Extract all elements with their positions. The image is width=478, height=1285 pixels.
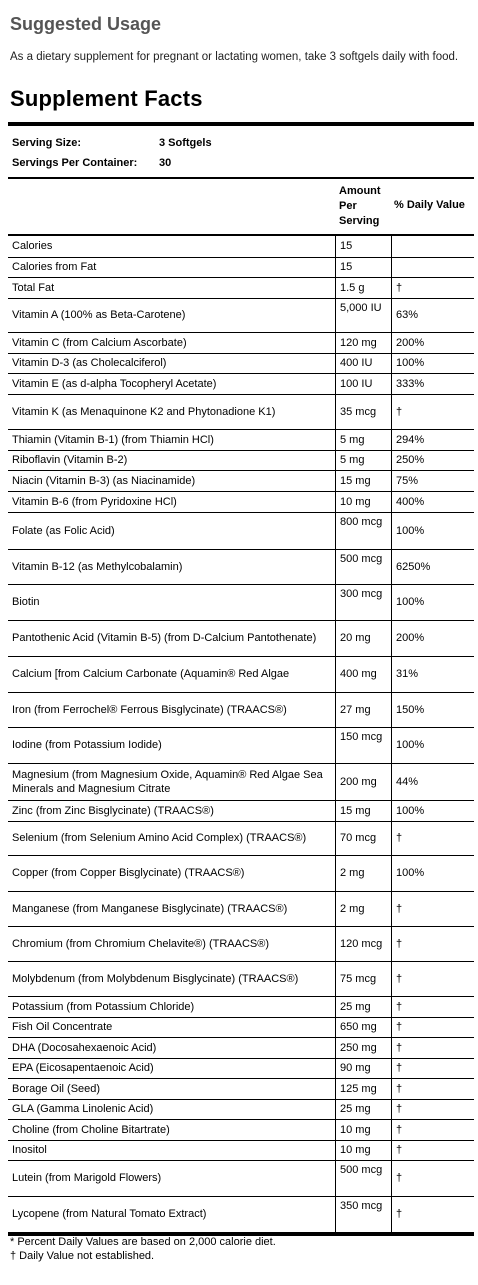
table-row — [8, 394, 474, 429]
footnote-dv-not-established: † Daily Value not established. — [10, 1250, 155, 1262]
nutrient-amount: 10 mg — [336, 1119, 392, 1140]
nutrient-amount: 150 mcg — [336, 727, 392, 763]
nutrient-daily-value: 100% — [392, 584, 475, 620]
table-row — [8, 656, 474, 692]
nutrient-daily-value: † — [392, 1017, 475, 1037]
nutrient-amount: 5 mg — [336, 450, 392, 470]
nutrient-amount: 15 mg — [336, 470, 392, 491]
nutrient-name: Vitamin B-6 (from Pyridoxine HCl) — [8, 491, 336, 512]
nutrient-name: Iodine (from Potassium Iodide) — [8, 727, 336, 763]
nutrient-amount: 800 mcg — [336, 512, 392, 549]
table-row — [8, 491, 474, 512]
footnote-percent-dv: * Percent Daily Values are based on 2,000 calorie diet. — [10, 1236, 276, 1248]
footnotes — [10, 1235, 276, 1263]
nutrient-daily-value: † — [392, 394, 475, 429]
nutrient-amount: 25 mg — [336, 996, 392, 1017]
table-row — [8, 727, 474, 763]
nutrient-name: Magnesium (from Magnesium Oxide, Aquamin® Red Algae Sea Minerals and Magnesium Citrate — [8, 763, 336, 800]
table-row — [8, 332, 474, 353]
supplement-facts-panel — [8, 122, 474, 1236]
nutrient-name: Vitamin C (from Calcium Ascorbate) — [8, 332, 336, 353]
table-row — [8, 353, 474, 373]
nutrient-name: Manganese (from Manganese Bisglycinate) (TRAACS®) — [8, 891, 336, 926]
nutrient-amount: 120 mcg — [336, 926, 392, 961]
table-row — [8, 800, 474, 821]
nutrient-amount: 5,000 IU — [336, 298, 392, 332]
nutrient-amount: 25 mg — [336, 1099, 392, 1119]
table-header — [8, 179, 474, 236]
table-row — [8, 429, 474, 450]
table-row — [8, 620, 474, 656]
nutrient-amount: 500 mcg — [336, 549, 392, 584]
nutrient-name: Vitamin D-3 (as Cholecalciferol) — [8, 353, 336, 373]
nutrient-daily-value: † — [392, 1099, 475, 1119]
nutrient-amount: 125 mg — [336, 1078, 392, 1099]
nutrient-daily-value: 333% — [392, 373, 475, 394]
table-row — [8, 236, 474, 257]
nutrient-amount: 35 mcg — [336, 394, 392, 429]
nutrient-daily-value: † — [392, 1078, 475, 1099]
table-row — [8, 692, 474, 727]
nutrient-name: Calcium [from Calcium Carbonate (Aquamin® Red Algae — [8, 656, 336, 692]
daily-value-header: % Daily Value — [394, 199, 465, 211]
nutrient-name: EPA (Eicosapentaenoic Acid) — [8, 1058, 336, 1078]
nutrient-daily-value: 100% — [392, 727, 475, 763]
nutrient-amount: 400 mg — [336, 656, 392, 692]
nutrient-name: Borage Oil (Seed) — [8, 1078, 336, 1099]
nutrient-amount: 27 mg — [336, 692, 392, 727]
table-row — [8, 926, 474, 961]
nutrient-name: Vitamin B-12 (as Methylcobalamin) — [8, 549, 336, 584]
nutrient-amount: 20 mg — [336, 620, 392, 656]
nutrient-name: Inositol — [8, 1140, 336, 1160]
nutrient-amount: 500 mcg — [336, 1160, 392, 1196]
nutrient-daily-value: † — [392, 891, 475, 926]
nutrient-amount: 10 mg — [336, 491, 392, 512]
nutrient-name: Biotin — [8, 584, 336, 620]
servings-per-container-value: 30 — [159, 157, 172, 169]
table-row — [8, 277, 474, 298]
nutrient-amount: 15 mg — [336, 800, 392, 821]
nutrient-daily-value: 294% — [392, 429, 475, 450]
table-row — [8, 298, 474, 332]
nutrient-amount: 70 mcg — [336, 821, 392, 855]
table-row — [8, 821, 474, 855]
nutrient-name: Iron (from Ferrochel® Ferrous Bisglycinate) (TRAACS®) — [8, 692, 336, 727]
nutrient-name: Vitamin K (as Menaquinone K2 and Phytonadione K1) — [8, 394, 336, 429]
table-row — [8, 961, 474, 996]
nutrient-amount: 400 IU — [336, 353, 392, 373]
nutrient-name: Molybdenum (from Molybdenum Bisglycinate) (TRAACS®) — [8, 961, 336, 996]
nutrient-name: Vitamin E (as d-alpha Tocopheryl Acetate) — [8, 373, 336, 394]
nutrient-daily-value: 75% — [392, 470, 475, 491]
nutrient-daily-value: † — [392, 1037, 475, 1058]
nutrient-amount: 90 mg — [336, 1058, 392, 1078]
servings-per-container-label: Servings Per Container: — [12, 157, 138, 169]
nutrient-daily-value: 100% — [392, 512, 475, 549]
suggested-usage-text: As a dietary supplement for pregnant or lactating women, take 3 softgels daily with food. — [10, 51, 459, 63]
nutrient-daily-value: 44% — [392, 763, 475, 800]
table-row — [8, 855, 474, 891]
nutrient-daily-value: 63% — [392, 298, 475, 332]
nutrient-daily-value: 200% — [392, 332, 475, 353]
nutrient-amount: 120 mg — [336, 332, 392, 353]
nutrient-name: Vitamin A (100% as Beta-Carotene) — [8, 298, 336, 332]
nutrient-amount: 1.5 g — [336, 277, 392, 298]
serving-size-value: 3 Softgels — [159, 137, 212, 149]
nutrient-daily-value: † — [392, 996, 475, 1017]
serving-info — [8, 126, 474, 179]
nutrient-daily-value: † — [392, 961, 475, 996]
nutrient-daily-value: 6250% — [392, 549, 475, 584]
nutrient-name: Calories from Fat — [8, 257, 336, 277]
nutrient-table — [8, 236, 474, 1232]
table-row — [8, 1119, 474, 1140]
table-row — [8, 1160, 474, 1196]
table-row — [8, 1078, 474, 1099]
nutrient-amount: 2 mg — [336, 855, 392, 891]
nutrient-daily-value: † — [392, 1140, 475, 1160]
nutrient-daily-value: † — [392, 1058, 475, 1078]
table-row — [8, 584, 474, 620]
nutrient-daily-value: † — [392, 821, 475, 855]
nutrient-daily-value: † — [392, 1119, 475, 1140]
table-row — [8, 996, 474, 1017]
nutrient-name: Niacin (Vitamin B-3) (as Niacinamide) — [8, 470, 336, 491]
table-row — [8, 373, 474, 394]
nutrient-amount: 650 mg — [336, 1017, 392, 1037]
nutrient-name: Fish Oil Concentrate — [8, 1017, 336, 1037]
table-row — [8, 1017, 474, 1037]
table-row — [8, 257, 474, 277]
nutrient-name: Selenium (from Selenium Amino Acid Complex) (TRAACS®) — [8, 821, 336, 855]
table-row — [8, 1099, 474, 1119]
table-row — [8, 1037, 474, 1058]
nutrient-name: Potassium (from Potassium Chloride) — [8, 996, 336, 1017]
nutrient-daily-value: 31% — [392, 656, 475, 692]
nutrient-daily-value: 100% — [392, 800, 475, 821]
nutrient-daily-value: † — [392, 926, 475, 961]
table-row — [8, 549, 474, 584]
nutrient-daily-value: † — [392, 277, 475, 298]
table-row — [8, 450, 474, 470]
nutrient-name: Riboflavin (Vitamin B-2) — [8, 450, 336, 470]
nutrient-name: Calories — [8, 236, 336, 257]
table-row — [8, 1140, 474, 1160]
nutrient-name: Lycopene (from Natural Tomato Extract) — [8, 1196, 336, 1232]
nutrient-daily-value: 100% — [392, 353, 475, 373]
nutrient-daily-value: † — [396, 1208, 403, 1221]
nutrient-daily-value — [392, 236, 475, 257]
table-row — [8, 512, 474, 549]
nutrient-daily-value: 400% — [392, 491, 475, 512]
nutrient-daily-value: 100% — [392, 855, 475, 891]
nutrient-daily-value: 150% — [392, 692, 475, 727]
serving-size-label: Serving Size: — [12, 137, 82, 149]
nutrient-name: Zinc (from Zinc Bisglycinate) (TRAACS®) — [8, 800, 336, 821]
nutrient-daily-value: 250% — [392, 450, 475, 470]
nutrient-name: Total Fat — [8, 277, 336, 298]
nutrient-amount: 5 mg — [336, 429, 392, 450]
nutrient-amount: 350 mcg — [336, 1196, 392, 1232]
table-row — [8, 470, 474, 491]
table-row — [8, 1196, 474, 1232]
table-row — [8, 891, 474, 926]
nutrient-name: GLA (Gamma Linolenic Acid) — [8, 1099, 336, 1119]
nutrient-name: Pantothenic Acid (Vitamin B-5) (from D-Calcium Pantothenate) — [8, 620, 336, 656]
nutrient-daily-value: 200% — [392, 620, 475, 656]
nutrient-name: Chromium (from Chromium Chelavite®) (TRAACS®) — [8, 926, 336, 961]
suggested-usage-heading: Suggested Usage — [10, 14, 162, 34]
nutrient-amount: 250 mg — [336, 1037, 392, 1058]
nutrient-amount: 200 mg — [336, 763, 392, 800]
nutrient-name: Thiamin (Vitamin B-1) (from Thiamin HCl) — [8, 429, 336, 450]
supplement-facts-title: Supplement Facts — [10, 86, 203, 111]
nutrient-amount: 10 mg — [336, 1140, 392, 1160]
nutrient-amount: 100 IU — [336, 373, 392, 394]
nutrient-name: DHA (Docosahexaenoic Acid) — [8, 1037, 336, 1058]
table-row — [8, 763, 474, 800]
nutrient-amount: 15 — [336, 257, 392, 277]
nutrient-name: Folate (as Folic Acid) — [8, 512, 336, 549]
nutrient-name: Copper (from Copper Bisglycinate) (TRAACS®) — [8, 855, 336, 891]
nutrient-amount: 75 mcg — [336, 961, 392, 996]
nutrient-amount: 2 mg — [336, 891, 392, 926]
table-row — [8, 1058, 474, 1078]
nutrient-name: Choline (from Choline Bitartrate) — [8, 1119, 336, 1140]
nutrient-daily-value: † — [392, 1160, 475, 1196]
amount-per-serving-header: Amount Per Serving — [339, 185, 381, 227]
nutrient-amount: 300 mcg — [336, 584, 392, 620]
nutrient-daily-value — [392, 257, 475, 277]
nutrient-amount: 15 — [336, 236, 392, 257]
nutrient-name: Lutein (from Marigold Flowers) — [8, 1160, 336, 1196]
